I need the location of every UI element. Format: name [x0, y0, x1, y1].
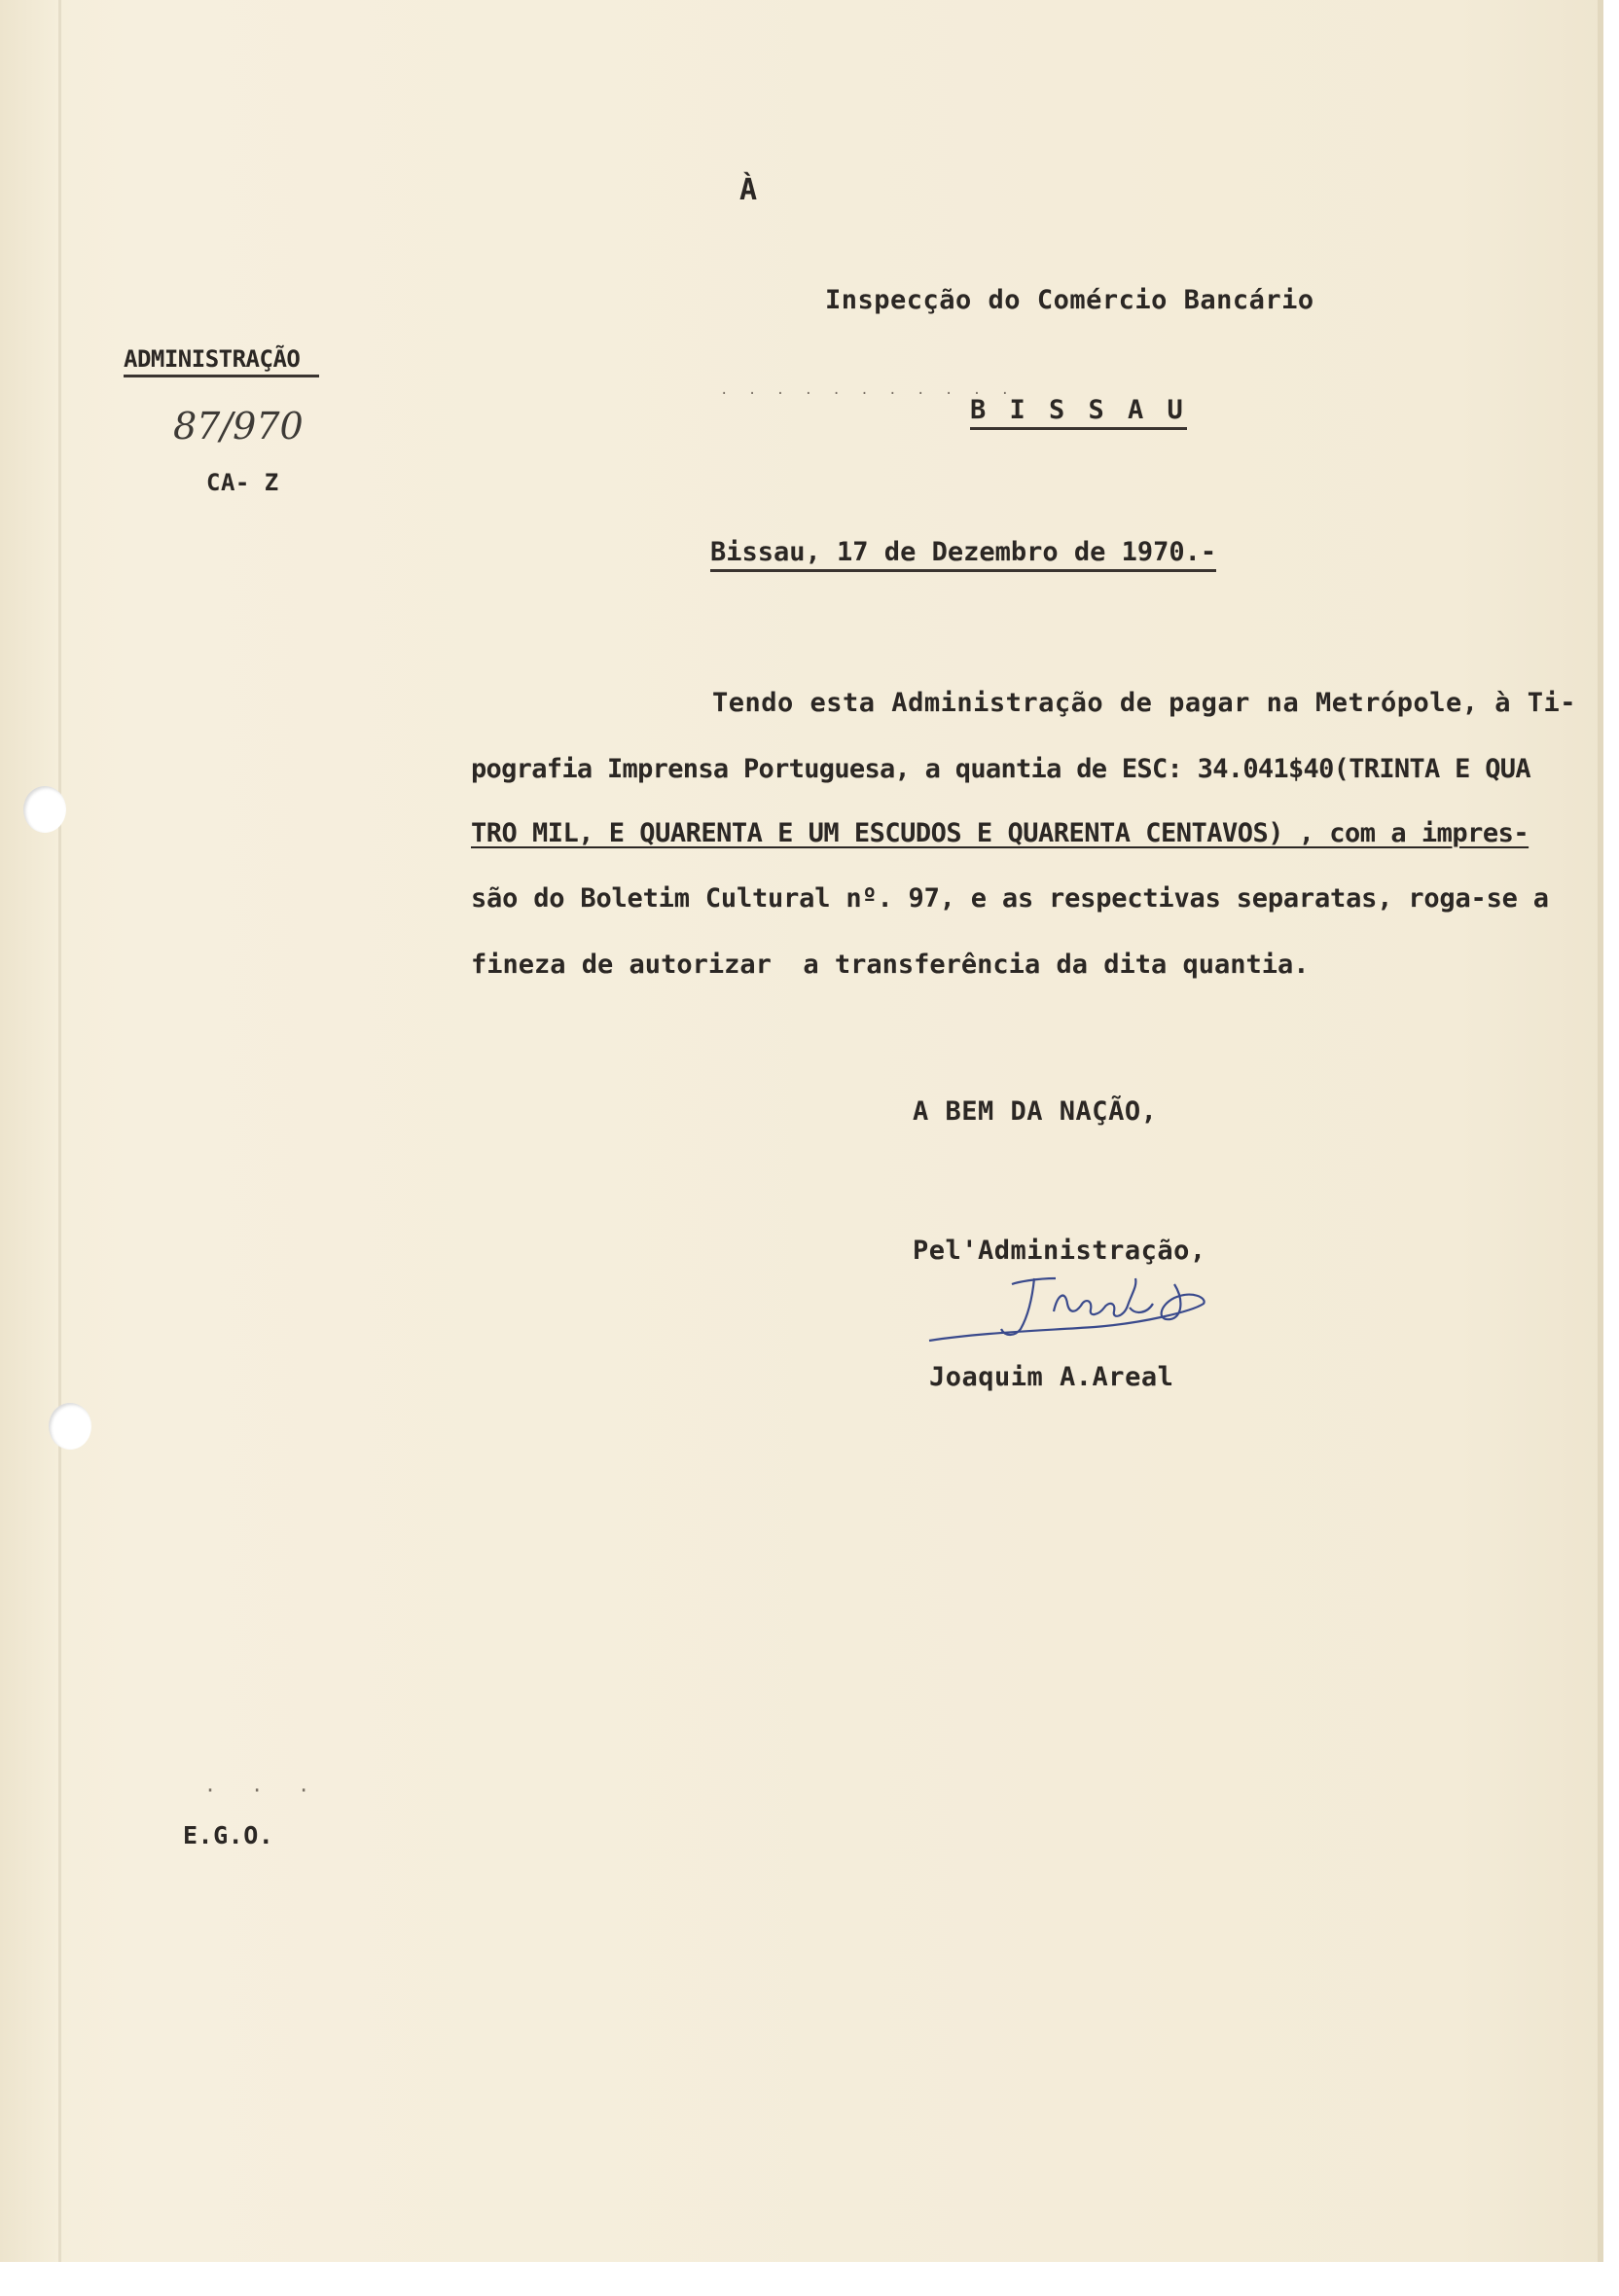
accent-mark: À — [739, 173, 758, 207]
body-line-1: Tendo esta Administração de pagar na Metrópole, à Ti- — [712, 688, 1577, 718]
handwritten-signature — [919, 1265, 1211, 1372]
body-line-5: fineza de autorizar a transferência da dita quantia. — [471, 950, 1310, 980]
punch-hole-top — [23, 786, 66, 833]
closing-salutation: A BEM DA NAÇÃO, — [913, 1096, 1158, 1127]
reference-code: CA- Z — [206, 469, 279, 496]
punch-hole-bottom — [49, 1403, 91, 1450]
signatory-name: Joaquim A.Areal — [929, 1362, 1174, 1392]
date-line: Bissau, 17 de Dezembro de 1970.- — [710, 537, 1216, 572]
recipient-name: Inspecção do Comércio Bancário — [825, 285, 1314, 315]
signature-intro: Pel'Administração, — [913, 1236, 1206, 1266]
reference-number: 87/970 — [173, 405, 304, 448]
page-fold — [58, 0, 61, 2262]
recipient-city: B I S S A U — [970, 395, 1187, 430]
body-line-4: são do Boletim Cultural nº. 97, e as respectivas separatas, roga-se a — [471, 883, 1549, 914]
sender-department: ADMINISTRAÇÃO — [124, 345, 319, 377]
body-line-3: TRO MIL, E QUARENTA E UM ESCUDOS E QUARENTA CENTAVOS) , com a impres- — [471, 818, 1529, 848]
initials-dots: · · · — [204, 1778, 322, 1802]
dotted-line: · · · · · · · · · · · — [720, 386, 1016, 402]
typist-initials: E.G.O. — [183, 1821, 274, 1849]
body-line-2: pografia Imprensa Portuguesa, a quantia de ESC: 34.041$40(TRINTA E QUA — [471, 754, 1530, 784]
